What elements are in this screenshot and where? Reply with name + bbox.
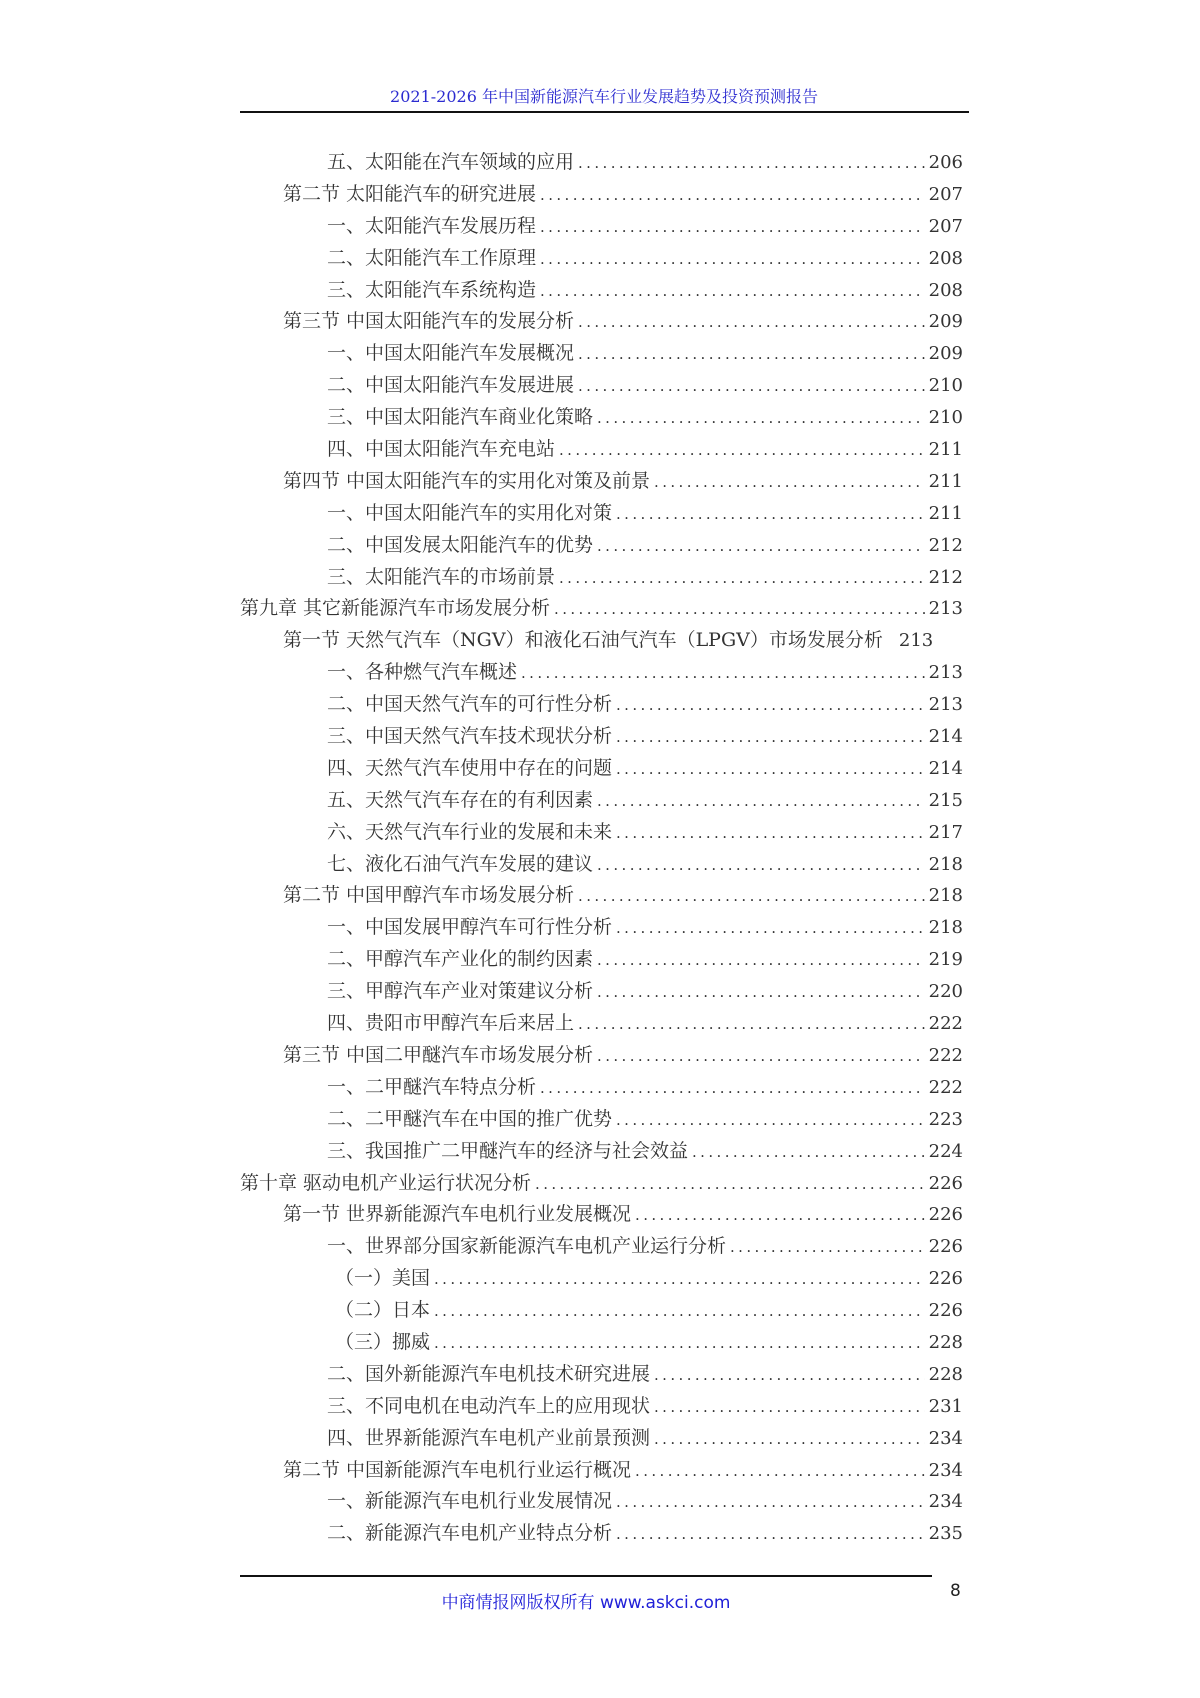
toc-dot-leader bbox=[730, 1232, 925, 1264]
toc-entry-label: 一、世界部分国家新能源汽车电机产业运行分析 bbox=[327, 1235, 727, 1258]
toc-entry[interactable] bbox=[240, 402, 963, 434]
toc-entry-page: 213 bbox=[898, 630, 934, 652]
table-of-contents bbox=[240, 147, 963, 1550]
toc-entry-label: 第三节 中国二甲醚汽车市场发展分析 bbox=[283, 1043, 594, 1066]
toc-entry-page: 207 bbox=[928, 183, 963, 205]
toc-dot-leader bbox=[434, 1328, 925, 1360]
toc-dot-leader bbox=[521, 658, 925, 690]
toc-entry-label: 一、二甲醚汽车特点分析 bbox=[327, 1075, 537, 1098]
toc-entry[interactable] bbox=[240, 1136, 963, 1168]
toc-entry-label: 三、中国天然气汽车技术现状分析 bbox=[327, 725, 613, 748]
toc-dot-leader bbox=[578, 339, 925, 371]
toc-dot-leader bbox=[540, 244, 925, 276]
toc-dot-leader bbox=[616, 499, 925, 531]
footer-copyright: 中商情报网版权所有 www.askci.com bbox=[441, 1593, 731, 1613]
toc-entry-label: 第一节 世界新能源汽车电机行业发展概况 bbox=[283, 1203, 632, 1226]
toc-entry-label: 第四节 中国太阳能汽车的实用化对策及前景 bbox=[283, 469, 651, 492]
toc-entry[interactable] bbox=[240, 880, 963, 912]
toc-entry[interactable] bbox=[240, 1263, 963, 1295]
toc-dot-leader bbox=[616, 690, 925, 722]
toc-entry[interactable] bbox=[240, 785, 963, 817]
toc-dot-leader bbox=[434, 1264, 925, 1296]
toc-dot-leader bbox=[616, 1519, 925, 1551]
toc-entry-page: 213 bbox=[928, 662, 963, 684]
toc-entry-label: 三、甲醇汽车产业对策建议分析 bbox=[327, 980, 594, 1003]
toc-entry-label: 四、世界新能源汽车电机产业前景预测 bbox=[327, 1426, 651, 1449]
toc-entry-page: 219 bbox=[928, 949, 963, 971]
toc-entry[interactable] bbox=[240, 849, 963, 881]
toc-entry-label: 三、太阳能汽车系统构造 bbox=[327, 278, 537, 301]
toc-entry-page: 226 bbox=[928, 1172, 963, 1194]
toc-dot-leader bbox=[559, 435, 925, 467]
toc-dot-leader bbox=[540, 276, 925, 308]
toc-entry-page: 234 bbox=[928, 1491, 963, 1513]
toc-entry[interactable] bbox=[240, 147, 963, 179]
toc-entry[interactable] bbox=[240, 1423, 963, 1455]
toc-dot-leader bbox=[616, 1105, 925, 1137]
toc-dot-leader bbox=[559, 563, 925, 595]
toc-entry-label: 一、太阳能汽车发展历程 bbox=[327, 214, 537, 237]
toc-entry[interactable] bbox=[240, 1168, 963, 1200]
toc-dot-leader bbox=[578, 148, 925, 180]
toc-dot-leader bbox=[578, 371, 925, 403]
toc-entry[interactable] bbox=[240, 1486, 963, 1518]
toc-entry-page: 212 bbox=[928, 534, 963, 556]
toc-entry[interactable] bbox=[240, 944, 963, 976]
toc-dot-leader bbox=[616, 1487, 925, 1519]
toc-entry-page: 213 bbox=[928, 694, 963, 716]
toc-entry[interactable] bbox=[240, 434, 963, 466]
toc-entry-label: （二）日本 bbox=[335, 1299, 431, 1322]
toc-entry-label: 四、天然气汽车使用中存在的问题 bbox=[327, 756, 613, 779]
toc-dot-leader bbox=[597, 945, 925, 977]
toc-entry-page: 223 bbox=[928, 1108, 963, 1130]
toc-entry[interactable] bbox=[240, 530, 963, 562]
toc-entry[interactable] bbox=[240, 466, 963, 498]
toc-entry-page: 211 bbox=[928, 502, 963, 524]
toc-entry-page: 218 bbox=[928, 853, 963, 875]
toc-entry[interactable] bbox=[240, 625, 963, 657]
toc-entry-page: 214 bbox=[928, 726, 963, 748]
toc-entry-page: 222 bbox=[928, 1044, 963, 1066]
toc-entry[interactable] bbox=[240, 1518, 963, 1550]
toc-entry[interactable] bbox=[240, 912, 963, 944]
toc-entry-label: 二、新能源汽车电机产业特点分析 bbox=[327, 1522, 613, 1545]
toc-entry[interactable] bbox=[240, 976, 963, 1008]
toc-entry-page: 228 bbox=[928, 1331, 963, 1353]
toc-entry-label: 第二节 中国新能源汽车电机行业运行概况 bbox=[283, 1458, 632, 1481]
toc-entry-page: 209 bbox=[928, 343, 963, 365]
toc-entry[interactable] bbox=[240, 243, 963, 275]
toc-entry-page: 210 bbox=[928, 375, 963, 397]
toc-entry-page: 234 bbox=[928, 1459, 963, 1481]
toc-entry-label: 一、中国太阳能汽车的实用化对策 bbox=[327, 501, 613, 524]
toc-entry-page: 210 bbox=[928, 407, 963, 429]
toc-entry-label: 第一节 天然气汽车（NGV）和液化石油气汽车（LPGV）市场发展分析 bbox=[283, 629, 883, 652]
toc-entry[interactable] bbox=[240, 1231, 963, 1263]
toc-entry[interactable] bbox=[240, 593, 963, 625]
toc-entry-label: 一、各种燃气汽车概述 bbox=[327, 661, 518, 684]
toc-entry[interactable] bbox=[240, 1040, 963, 1072]
toc-entry[interactable] bbox=[240, 498, 963, 530]
toc-entry-label: 第十章 驱动电机产业运行状况分析 bbox=[240, 1171, 532, 1194]
toc-entry[interactable] bbox=[240, 179, 963, 211]
toc-entry-page: 206 bbox=[928, 152, 963, 173]
toc-dot-leader bbox=[692, 1137, 925, 1169]
toc-entry-label: 七、液化石油气汽车发展的建议 bbox=[327, 852, 594, 875]
toc-dot-leader bbox=[616, 818, 925, 850]
toc-entry-page: 209 bbox=[928, 311, 963, 333]
report-title: 2021-2026 年中国新能源汽车行业发展趋势及投资预测报告 bbox=[390, 87, 818, 106]
toc-entry[interactable] bbox=[240, 1104, 963, 1136]
toc-entry[interactable] bbox=[240, 1295, 963, 1327]
toc-dot-leader bbox=[597, 403, 925, 435]
toc-dot-leader bbox=[535, 1169, 925, 1201]
toc-dot-leader bbox=[597, 977, 925, 1009]
toc-entry-page: 226 bbox=[928, 1204, 963, 1226]
toc-entry-label: 二、国外新能源汽车电机技术研究进展 bbox=[327, 1362, 651, 1385]
header-divider bbox=[240, 111, 969, 113]
toc-entry-page: 212 bbox=[928, 566, 963, 588]
toc-entry-label: 五、太阳能在汽车领域的应用 bbox=[327, 151, 575, 173]
toc-dot-leader bbox=[597, 850, 925, 882]
toc-entry[interactable] bbox=[240, 338, 963, 370]
toc-entry-label: 三、中国太阳能汽车商业化策略 bbox=[327, 406, 594, 429]
toc-entry-label: 一、新能源汽车电机行业发展情况 bbox=[327, 1490, 613, 1513]
toc-dot-leader bbox=[554, 594, 925, 626]
toc-entry-label: 三、不同电机在电动汽车上的应用现状 bbox=[327, 1394, 651, 1417]
toc-entry[interactable] bbox=[240, 306, 963, 338]
toc-entry-label: 二、中国天然气汽车的可行性分析 bbox=[327, 693, 613, 716]
toc-entry-page: 214 bbox=[928, 757, 963, 779]
toc-entry-page: 218 bbox=[928, 885, 963, 907]
toc-entry-label: 二、太阳能汽车工作原理 bbox=[327, 246, 537, 269]
toc-entry[interactable] bbox=[240, 721, 963, 753]
toc-entry[interactable] bbox=[240, 657, 963, 689]
toc-entry-page: 220 bbox=[928, 981, 963, 1003]
toc-dot-leader bbox=[616, 754, 925, 786]
toc-dot-leader bbox=[654, 467, 925, 499]
toc-dot-leader bbox=[434, 1296, 925, 1328]
toc-entry[interactable] bbox=[240, 1359, 963, 1391]
toc-entry-page: 208 bbox=[928, 247, 963, 269]
toc-entry-page: 218 bbox=[928, 917, 963, 939]
toc-dot-leader bbox=[540, 1073, 925, 1105]
toc-entry-label: 二、中国太阳能汽车发展进展 bbox=[327, 374, 575, 397]
toc-entry-page: 208 bbox=[928, 279, 963, 301]
toc-entry-page: 226 bbox=[928, 1268, 963, 1290]
toc-dot-leader bbox=[540, 180, 925, 212]
toc-entry-label: 一、中国发展甲醇汽车可行性分析 bbox=[327, 916, 613, 939]
toc-entry[interactable] bbox=[240, 753, 963, 785]
footer-divider bbox=[240, 1575, 932, 1577]
toc-entry-label: 第三节 中国太阳能汽车的发展分析 bbox=[283, 310, 575, 333]
toc-entry[interactable] bbox=[240, 817, 963, 849]
toc-entry-page: 211 bbox=[928, 439, 963, 461]
toc-entry-label: 六、天然气汽车行业的发展和未来 bbox=[327, 820, 613, 843]
toc-dot-leader bbox=[597, 786, 925, 818]
toc-dot-leader bbox=[578, 881, 925, 913]
toc-entry-page: 226 bbox=[928, 1300, 963, 1322]
toc-entry-page: 228 bbox=[928, 1363, 963, 1385]
toc-dot-leader bbox=[616, 913, 925, 945]
toc-entry-label: 五、天然气汽车存在的有利因素 bbox=[327, 788, 594, 811]
toc-entry-label: （三）挪威 bbox=[335, 1330, 431, 1353]
toc-dot-leader bbox=[578, 1009, 925, 1041]
toc-entry-label: 第九章 其它新能源汽车市场发展分析 bbox=[240, 597, 551, 620]
toc-dot-leader bbox=[654, 1424, 925, 1456]
toc-entry-label: 一、中国太阳能汽车发展概况 bbox=[327, 342, 575, 365]
toc-entry[interactable] bbox=[240, 370, 963, 402]
toc-dot-leader bbox=[597, 1041, 925, 1073]
toc-entry-label: 三、太阳能汽车的市场前景 bbox=[327, 565, 556, 588]
toc-entry-page: 213 bbox=[928, 598, 963, 620]
toc-entry-label: 二、甲醇汽车产业化的制约因素 bbox=[327, 948, 594, 971]
toc-entry[interactable] bbox=[240, 275, 963, 307]
toc-entry[interactable] bbox=[240, 1391, 963, 1423]
toc-dot-leader bbox=[654, 1360, 925, 1392]
toc-dot-leader bbox=[635, 1200, 925, 1232]
toc-entry[interactable] bbox=[240, 1455, 963, 1487]
toc-dot-leader bbox=[597, 531, 925, 563]
toc-entry-label: 四、贵阳市甲醇汽车后来居上 bbox=[327, 1012, 575, 1035]
toc-entry-page: 207 bbox=[928, 215, 963, 237]
toc-entry-page: 235 bbox=[928, 1523, 963, 1545]
toc-entry-label: 四、中国太阳能汽车充电站 bbox=[327, 438, 556, 461]
toc-entry[interactable] bbox=[240, 562, 963, 594]
toc-entry-page: 231 bbox=[928, 1395, 963, 1417]
toc-entry[interactable] bbox=[240, 211, 963, 243]
toc-entry[interactable] bbox=[240, 1327, 963, 1359]
toc-entry-page: 224 bbox=[928, 1140, 963, 1162]
toc-entry-label: （一）美国 bbox=[335, 1267, 431, 1290]
page-number: 8 bbox=[950, 1581, 961, 1601]
toc-entry-label: 二、二甲醚汽车在中国的推广优势 bbox=[327, 1107, 613, 1130]
toc-entry[interactable] bbox=[240, 1008, 963, 1040]
toc-entry-page: 215 bbox=[928, 789, 963, 811]
toc-entry-label: 三、我国推广二甲醚汽车的经济与社会效益 bbox=[327, 1139, 689, 1162]
toc-dot-leader bbox=[635, 1456, 925, 1488]
toc-dot-leader bbox=[654, 1392, 925, 1424]
toc-entry-page: 211 bbox=[928, 470, 963, 492]
toc-dot-leader bbox=[578, 307, 925, 339]
toc-entry[interactable] bbox=[240, 1199, 963, 1231]
toc-dot-leader bbox=[616, 722, 925, 754]
toc-dot-leader bbox=[540, 212, 925, 244]
toc-entry-label: 第二节 中国甲醇汽车市场发展分析 bbox=[283, 884, 575, 907]
toc-entry[interactable] bbox=[240, 689, 963, 721]
toc-entry-label: 二、中国发展太阳能汽车的优势 bbox=[327, 533, 594, 556]
toc-entry-label: 第二节 太阳能汽车的研究进展 bbox=[283, 182, 537, 205]
toc-entry-page: 217 bbox=[928, 821, 963, 843]
toc-entry-page: 222 bbox=[928, 1013, 963, 1035]
toc-entry-page: 222 bbox=[928, 1076, 963, 1098]
toc-entry-page: 234 bbox=[928, 1427, 963, 1449]
toc-entry-page: 226 bbox=[928, 1236, 963, 1258]
toc-entry[interactable] bbox=[240, 1072, 963, 1104]
